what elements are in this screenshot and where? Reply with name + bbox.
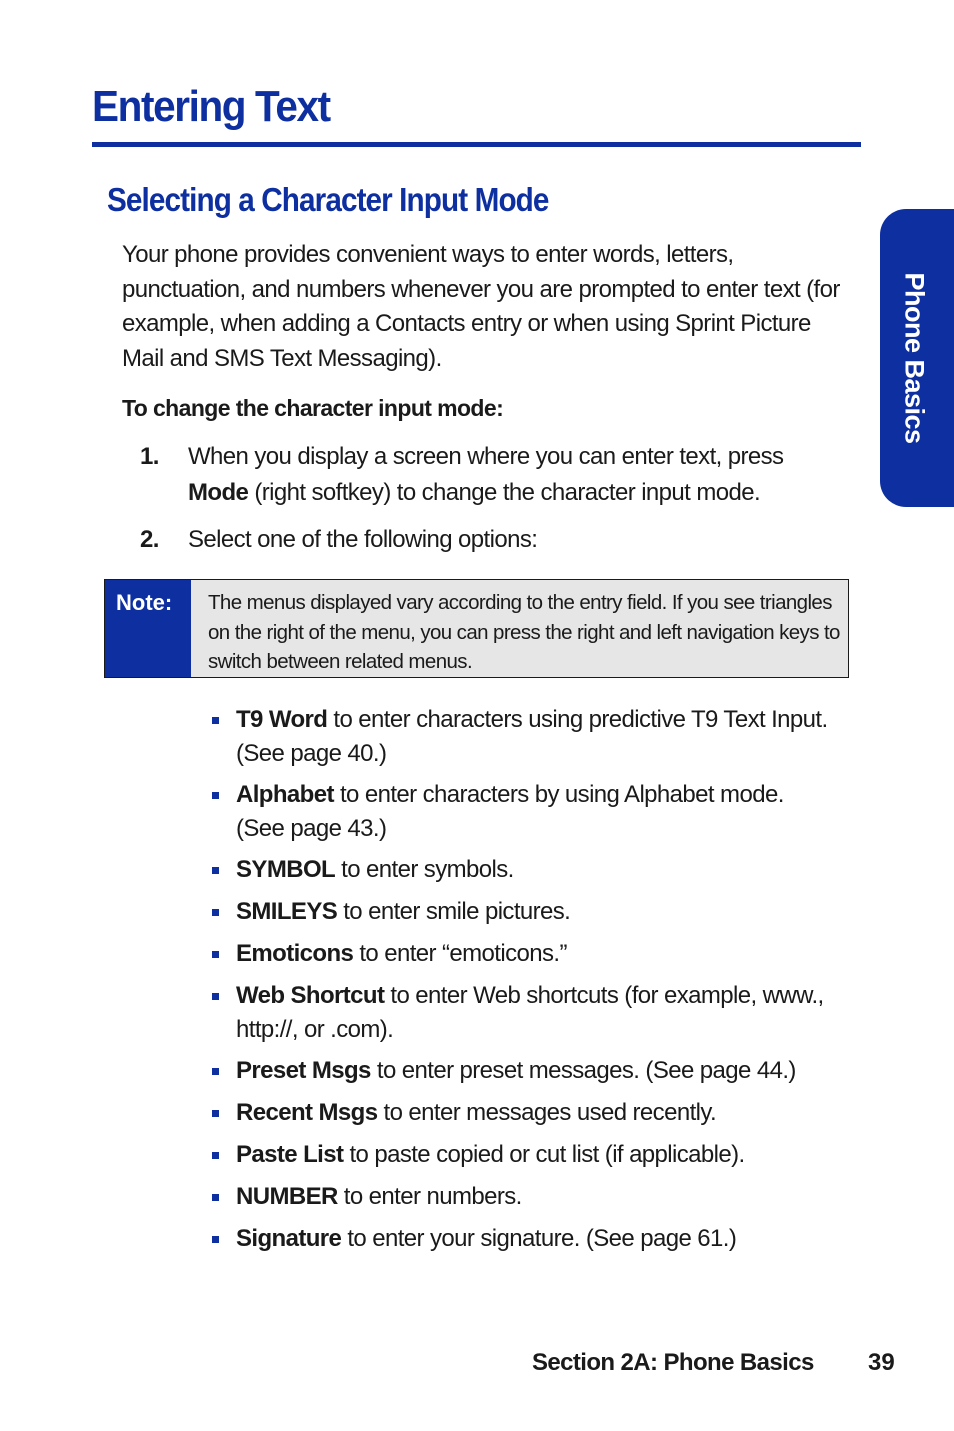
step-text: When you display a screen where you can enter text, press Mode (right softkey) to change the character input mode. <box>188 443 784 506</box>
bullet-icon <box>212 1110 219 1117</box>
list-item: Emoticons to enter “emoticons.” <box>236 937 836 971</box>
list-item: T9 Word to enter characters using predictive T9 Text Input. (See page 40.) <box>236 703 836 770</box>
section-heading: Selecting a Character Input Mode <box>107 181 549 218</box>
bullet-icon <box>212 1236 219 1243</box>
footer-section-label: Section 2A: Phone Basics <box>532 1349 814 1376</box>
list-item: Alphabet to enter characters by using Alphabet mode. (See page 43.) <box>236 778 836 845</box>
list-item: Preset Msgs to enter preset messages. (See page 44.) <box>236 1054 836 1088</box>
bullet-icon <box>212 717 219 724</box>
bullet-icon <box>212 1068 219 1075</box>
bullet-icon <box>212 909 219 916</box>
list-item: Signature to enter your signature. (See page 61.) <box>236 1222 836 1256</box>
list-item: Recent Msgs to enter messages used recently. <box>236 1096 836 1130</box>
intro-paragraph: Your phone provides convenient ways to enter words, letters, punctuation, and numbers whenever you are prompted to enter text (for example, when adding a Contacts entry or when using Sprint Picture Mail and SMS Text Messaging). <box>122 241 840 372</box>
bullet-icon <box>212 1152 219 1159</box>
list-item: Web Shortcut to enter Web shortcuts (for example, www., http://, or .com). <box>236 979 836 1046</box>
bullet-icon <box>212 1194 219 1201</box>
step-number: 2. <box>140 526 159 553</box>
page-number: 39 <box>868 1349 895 1376</box>
list-item: NUMBER to enter numbers. <box>236 1180 836 1214</box>
step-number: 1. <box>140 443 159 470</box>
procedure-heading: To change the character input mode: <box>122 395 504 421</box>
title-rule <box>92 142 861 147</box>
side-tab-label: Phone Basics <box>899 272 930 444</box>
bullet-icon <box>212 792 219 799</box>
note-label: Note: <box>105 580 191 677</box>
note-text: The menus displayed vary according to the entry field. If you see triangles on the right of the menu, you can press the right and left navigation keys to switch between related menus. <box>208 591 840 673</box>
bullet-icon <box>212 993 219 1000</box>
list-item: Paste List to paste copied or cut list (if applicable). <box>236 1138 836 1172</box>
bullet-icon <box>212 951 219 958</box>
step-text: Select one of the following options: <box>188 526 538 553</box>
bullet-icon <box>212 867 219 874</box>
list-item: SMILEYS to enter smile pictures. <box>236 895 836 929</box>
note-box <box>104 579 849 678</box>
list-item: SYMBOL to enter symbols. <box>236 853 836 887</box>
page-title: Entering Text <box>92 82 330 131</box>
